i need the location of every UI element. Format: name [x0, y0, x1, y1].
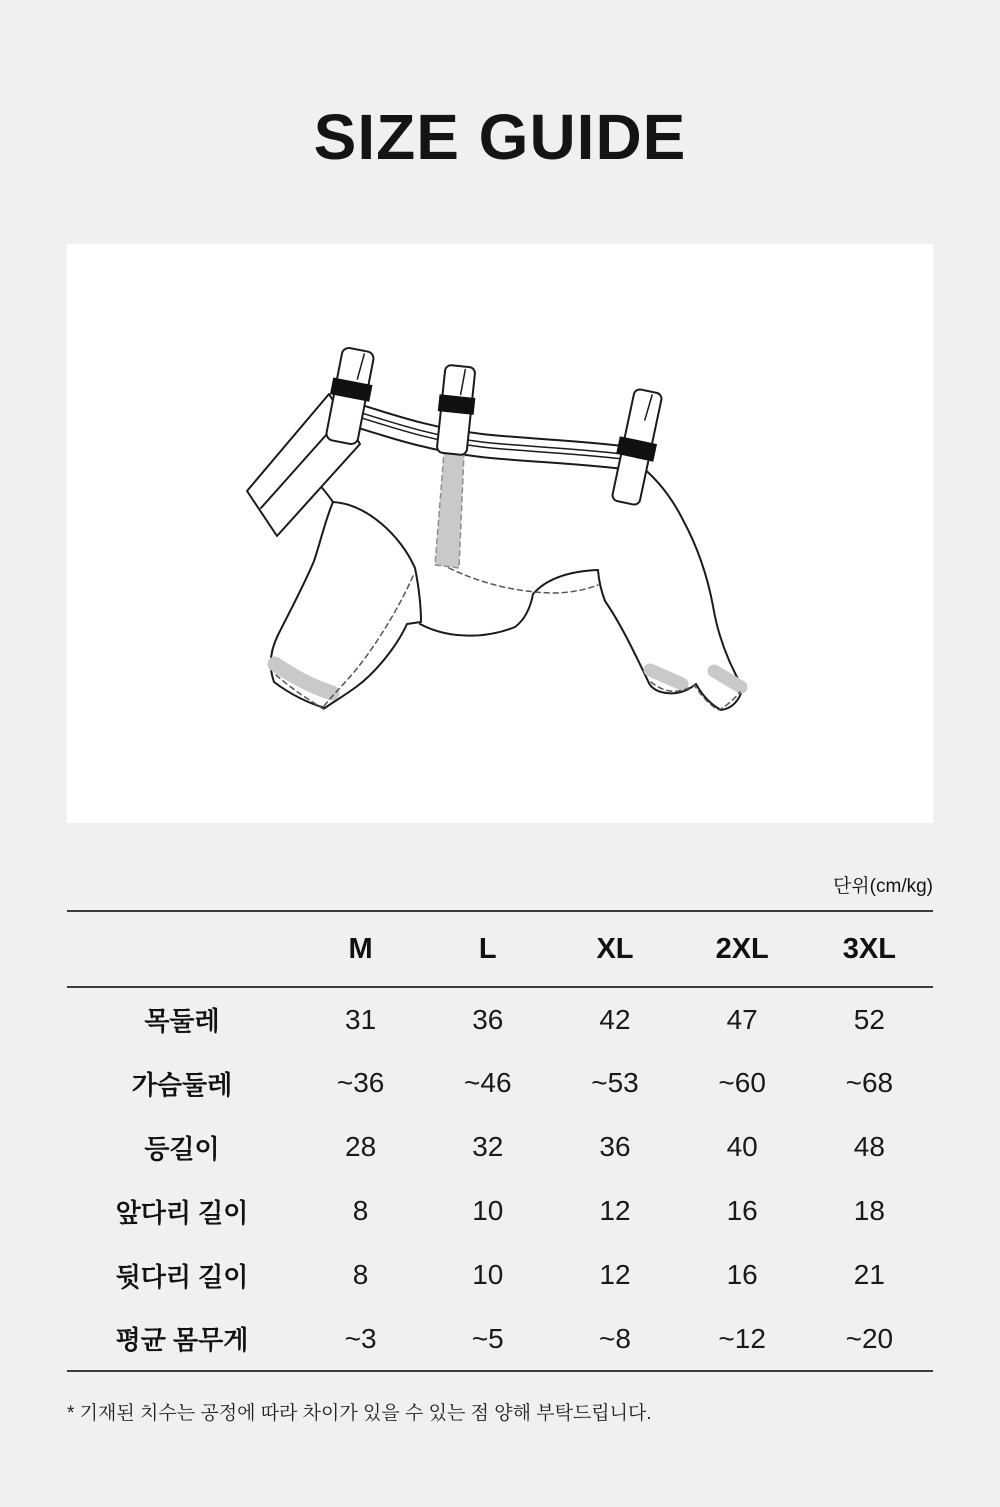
cell-value: 48 — [853, 1131, 885, 1162]
cell-value: 12 — [599, 1259, 631, 1290]
size-table-header-row — [67, 911, 933, 987]
size-column-m: M — [348, 932, 373, 965]
cell-value: ~8 — [599, 1322, 631, 1354]
table-row-chest — [67, 1051, 933, 1115]
cell-value: 21 — [853, 1259, 885, 1290]
cell-value: 40 — [726, 1131, 758, 1162]
table-row-neck — [67, 987, 933, 1051]
cell-value: ~68 — [845, 1067, 894, 1098]
cell-value: ~53 — [591, 1067, 639, 1098]
cell-value: ~12 — [718, 1322, 766, 1354]
size-footnote: * 기재된 치수는 공정에 따라 차이가 있을 수 있는 점 양해 부탁드립니다. — [67, 1403, 652, 1424]
table-row-avg-weight — [67, 1307, 933, 1371]
row-label: 뒷다리 길이 — [115, 1261, 249, 1292]
cell-value: 32 — [472, 1131, 504, 1162]
cell-value: ~3 — [344, 1322, 377, 1354]
cell-value: 42 — [599, 1003, 631, 1035]
cell-value: 16 — [726, 1259, 758, 1290]
size-column-3xl: 3XL — [842, 932, 896, 965]
dog-bodysuit-illustration — [67, 244, 933, 823]
cell-value: 10 — [472, 1195, 504, 1226]
table-row-back-length — [67, 1115, 933, 1179]
cell-value: ~36 — [336, 1067, 385, 1098]
cell-value: 36 — [472, 1003, 504, 1035]
cell-value: 47 — [726, 1003, 758, 1035]
table-row-hind-leg — [67, 1243, 933, 1307]
cell-value: ~60 — [718, 1067, 766, 1098]
cell-value: ~46 — [464, 1067, 512, 1098]
cell-value: 8 — [352, 1195, 369, 1226]
size-table — [67, 910, 933, 1372]
row-label: 앞다리 길이 — [115, 1197, 249, 1228]
unit-label: 단위(cm/kg) — [832, 876, 933, 897]
size-column-xl: XL — [596, 932, 634, 965]
table-row-front-leg — [67, 1179, 933, 1243]
cell-value: 8 — [352, 1259, 369, 1290]
row-label: 가슴둘레 — [131, 1069, 233, 1100]
illustration-panel — [67, 244, 933, 823]
cell-value: 52 — [853, 1003, 885, 1035]
cell-value: 16 — [726, 1195, 758, 1226]
size-column-2xl: 2XL — [715, 932, 769, 965]
cell-value: 12 — [599, 1195, 631, 1226]
page-title: SIZE GUIDE — [313, 101, 687, 173]
row-label: 등길이 — [144, 1133, 220, 1164]
cell-value: ~5 — [471, 1322, 504, 1354]
cell-value: 28 — [345, 1131, 377, 1162]
cell-value: 36 — [599, 1131, 631, 1162]
cell-value: 31 — [345, 1003, 377, 1035]
cell-value: 10 — [472, 1259, 504, 1290]
cell-value: 18 — [853, 1195, 885, 1226]
cell-value: ~20 — [845, 1322, 894, 1354]
size-table-corner-cell — [67, 911, 297, 987]
row-label: 평균 몸무게 — [115, 1325, 249, 1355]
row-label: 목둘레 — [144, 1006, 220, 1036]
size-column-l: L — [478, 932, 497, 965]
